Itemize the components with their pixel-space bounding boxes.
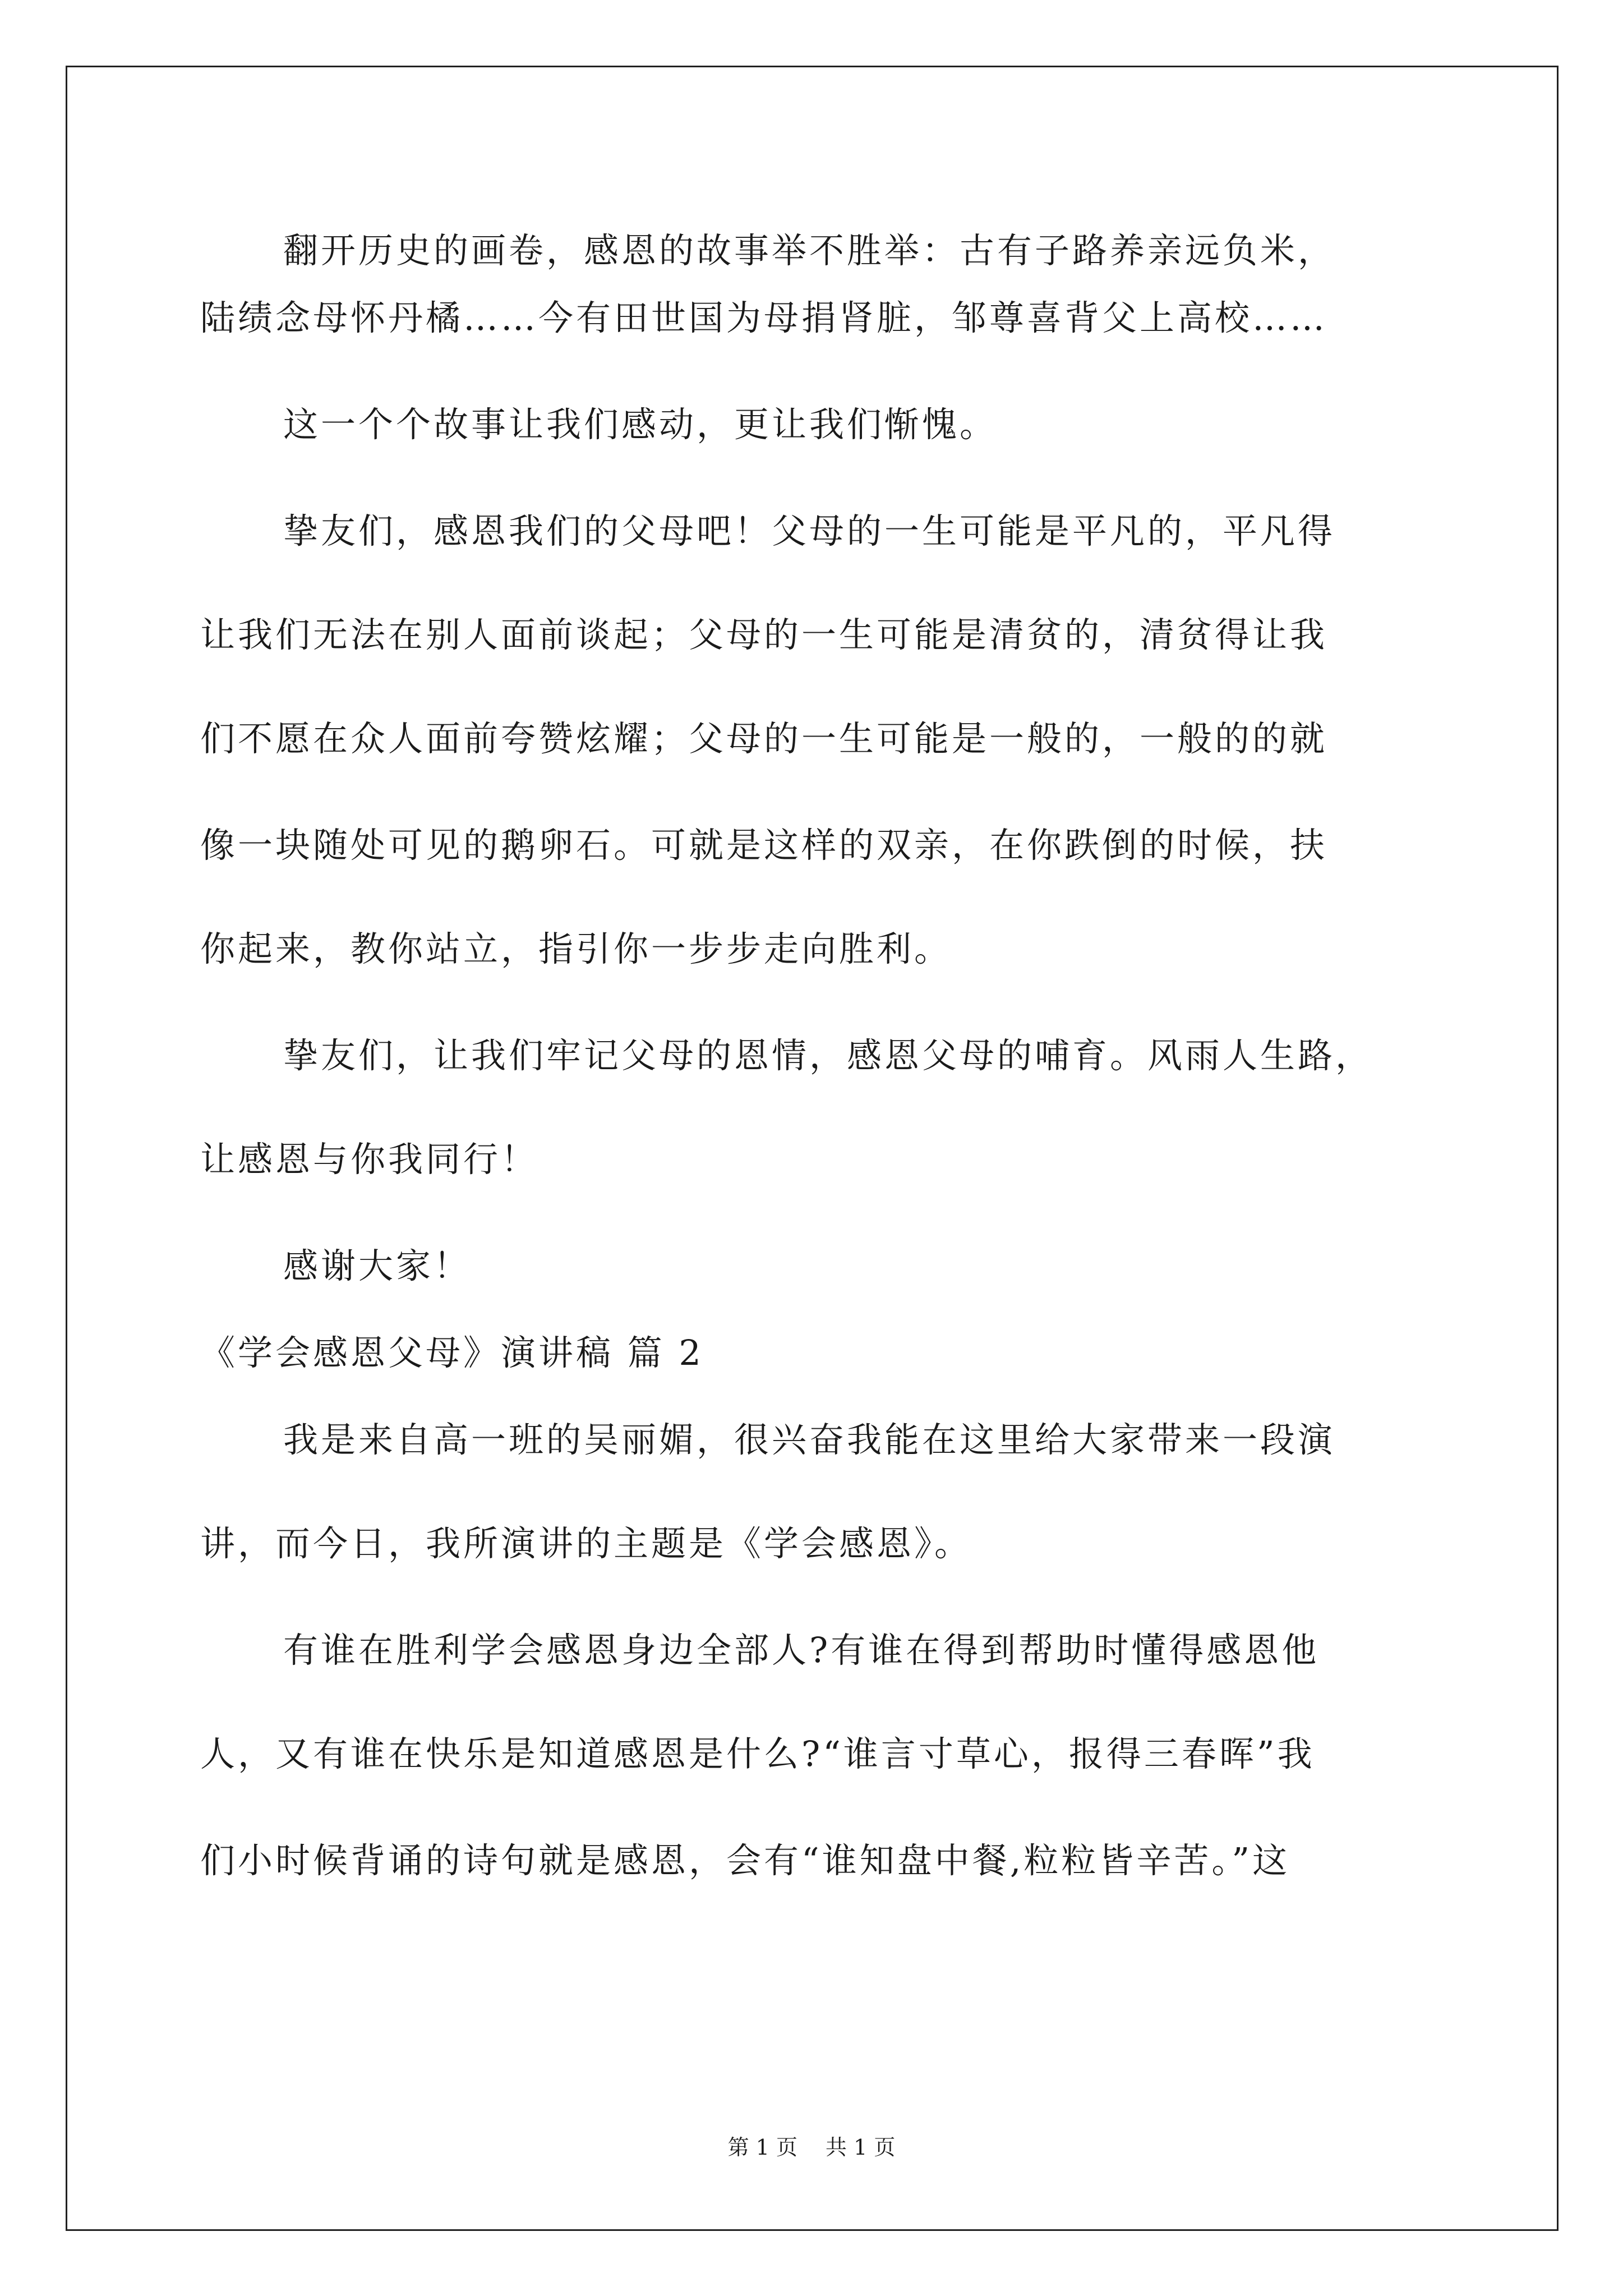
paragraph-line: 陆绩念母怀丹橘……今有田世国为母捐肾脏，邹尊喜背父上高校…… <box>200 297 1328 338</box>
paragraph-line: 这一个个故事让我们感动，更让我们惭愧。 <box>283 404 998 445</box>
paragraph-line: 挚友们，让我们牢记父母的恩情，感恩父母的哺育。风雨人生路， <box>283 1035 1373 1076</box>
paragraph-line: 们小时候背诵的诗句就是感恩，会有“谁知盘中餐,粒粒皆辛苦。”这 <box>200 1840 1290 1881</box>
paragraph-line: 挚友们，感恩我们的父母吧！父母的一生可能是平凡的，平凡得 <box>283 510 1336 551</box>
page-number: 第 1 页 <box>727 2135 797 2160</box>
paragraph-line: 有谁在胜利学会感恩身边全部人?有谁在得到帮助时懂得感恩他 <box>283 1630 1320 1671</box>
paragraph-line: 我是来自高一班的吴丽媚，很兴奋我能在这里给大家带来一段演 <box>283 1419 1336 1460</box>
paragraph-line: 让我们无法在别人面前谈起；父母的一生可能是清贫的，清贫得让我 <box>200 614 1328 655</box>
paragraph-line: 让感恩与你我同行！ <box>200 1139 539 1180</box>
paragraph-line: 你起来，教你站立，指引你一步步走向胜利。 <box>200 928 952 969</box>
paragraph-line: 感谢大家！ <box>283 1245 472 1286</box>
paragraph-line: 讲，而今日，我所演讲的主题是《学会感恩》。 <box>200 1523 972 1564</box>
paragraph-line: 翻开历史的画卷，感恩的故事举不胜举：古有子路养亲远负米， <box>283 230 1336 271</box>
page-total: 共 1 页 <box>826 2135 896 2160</box>
paragraph-line: 们不愿在众人面前夸赞炫耀；父母的一生可能是一般的，一般的的就 <box>200 718 1328 759</box>
page-footer <box>0 2135 1623 2160</box>
paragraph-line: 人，又有谁在快乐是知道感恩是什么?“谁言寸草心，报得三春晖”我 <box>200 1733 1315 1774</box>
section-heading: 《学会感恩父母》演讲稿 篇 2 <box>200 1332 704 1373</box>
paragraph-line: 像一块随处可见的鹅卵石。可就是这样的双亲，在你跌倒的时候，扶 <box>200 825 1328 866</box>
